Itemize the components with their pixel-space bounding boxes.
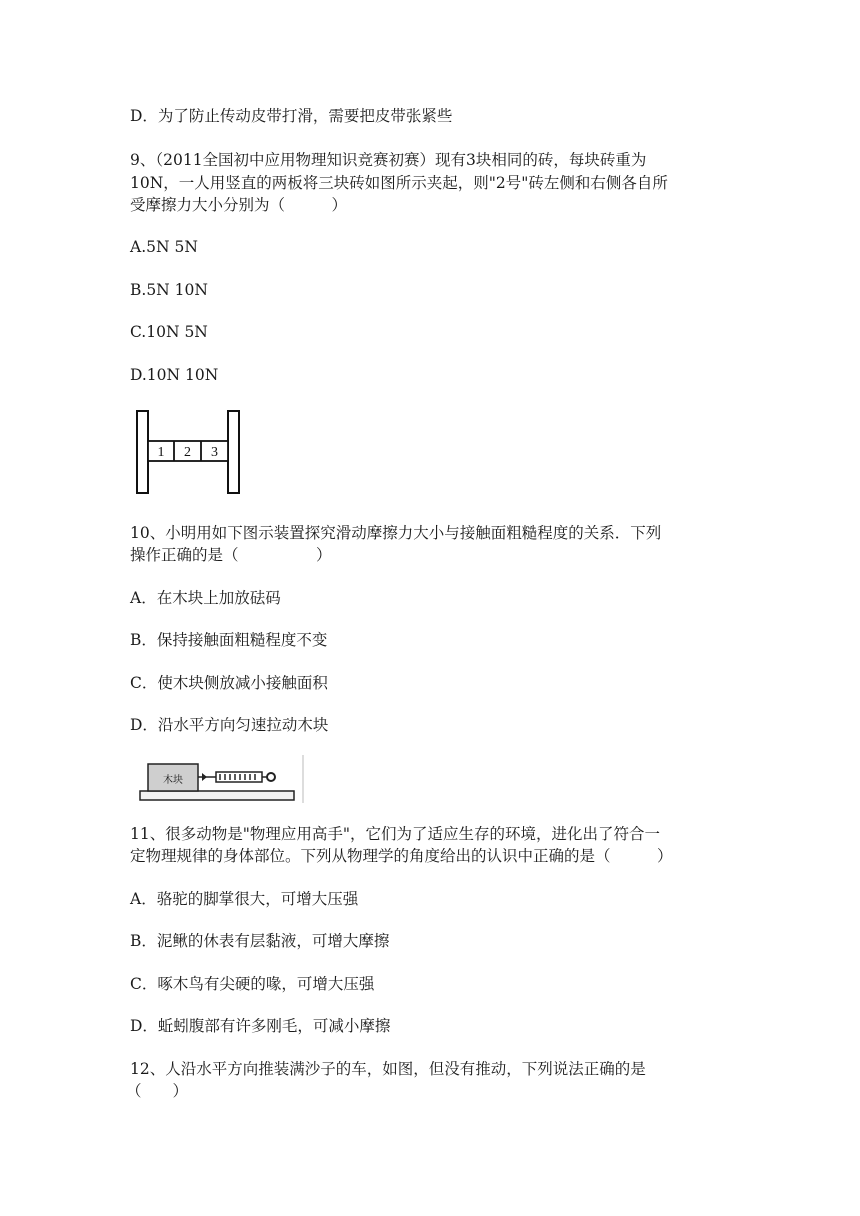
- q9-option-a: A.5N 5N: [130, 238, 198, 256]
- q9-stem-line-2: 10N，一人用竖直的两板将三块砖如图所示夹起，则"2号"砖左侧和右侧各自所: [130, 174, 668, 192]
- block-label: 木块: [163, 775, 183, 786]
- brick-label-2: 2: [184, 445, 191, 460]
- brick-clamp-figure: [130, 408, 246, 496]
- q12-stem-line-1: 12、人沿水平方向推装满沙子的车，如图，但没有推动，下列说法正确的是: [130, 1060, 646, 1078]
- q11-stem-line-2: 定物理规律的身体部位。下列从物理学的角度给出的认识中正确的是（ ）: [130, 847, 673, 865]
- q11-option-d: D．蚯蚓腹部有许多刚毛，可减小摩擦: [130, 1017, 391, 1035]
- brick-label-1: 1: [157, 445, 165, 460]
- q11-option-c: C．啄木鸟有尖硬的喙，可增大压强: [130, 975, 375, 993]
- q10-stem-line-2: 操作正确的是（ ）: [130, 546, 332, 564]
- q11-option-b: B．泥鳅的休表有层黏液，可增大摩擦: [130, 932, 390, 950]
- q9-option-d: D.10N 10N: [130, 366, 219, 384]
- q9-option-b: B.5N 10N: [130, 281, 208, 299]
- q9-option-c: C.10N 5N: [130, 323, 208, 341]
- q11-stem-line-1: 11、很多动物是"物理应用高手"，它们为了适应生存的环境，进化出了符合一: [130, 825, 660, 843]
- q11-option-a: A．骆驼的脚掌很大，可增大压强: [130, 890, 359, 908]
- q8-option-d: D．为了防止传动皮带打滑，需要把皮带张紧些: [130, 107, 453, 125]
- q10-option-c: C．使木块侧放减小接触面积: [130, 674, 328, 692]
- block-spring-scale-figure: [136, 755, 306, 805]
- q9-stem-line-3: 受摩擦力大小分别为（ ）: [130, 196, 348, 214]
- q10-stem-line-1: 10、小明用如下图示装置探究滑动摩擦力大小与接触面粗糙程度的关系．下列: [130, 524, 662, 542]
- q12-stem-line-2: （ ）: [126, 1082, 189, 1100]
- q10-option-a: A．在木块上加放砝码: [130, 589, 281, 607]
- brick-label-3: 3: [211, 445, 218, 460]
- q10-option-b: B．保持接触面粗糙程度不变: [130, 631, 328, 649]
- q9-stem-line-1: 9、（2011全国初中应用物理知识竞赛初赛）现有3块相同的砖，每块砖重为: [130, 151, 647, 169]
- q10-option-d: D．沿水平方向匀速拉动木块: [130, 716, 329, 734]
